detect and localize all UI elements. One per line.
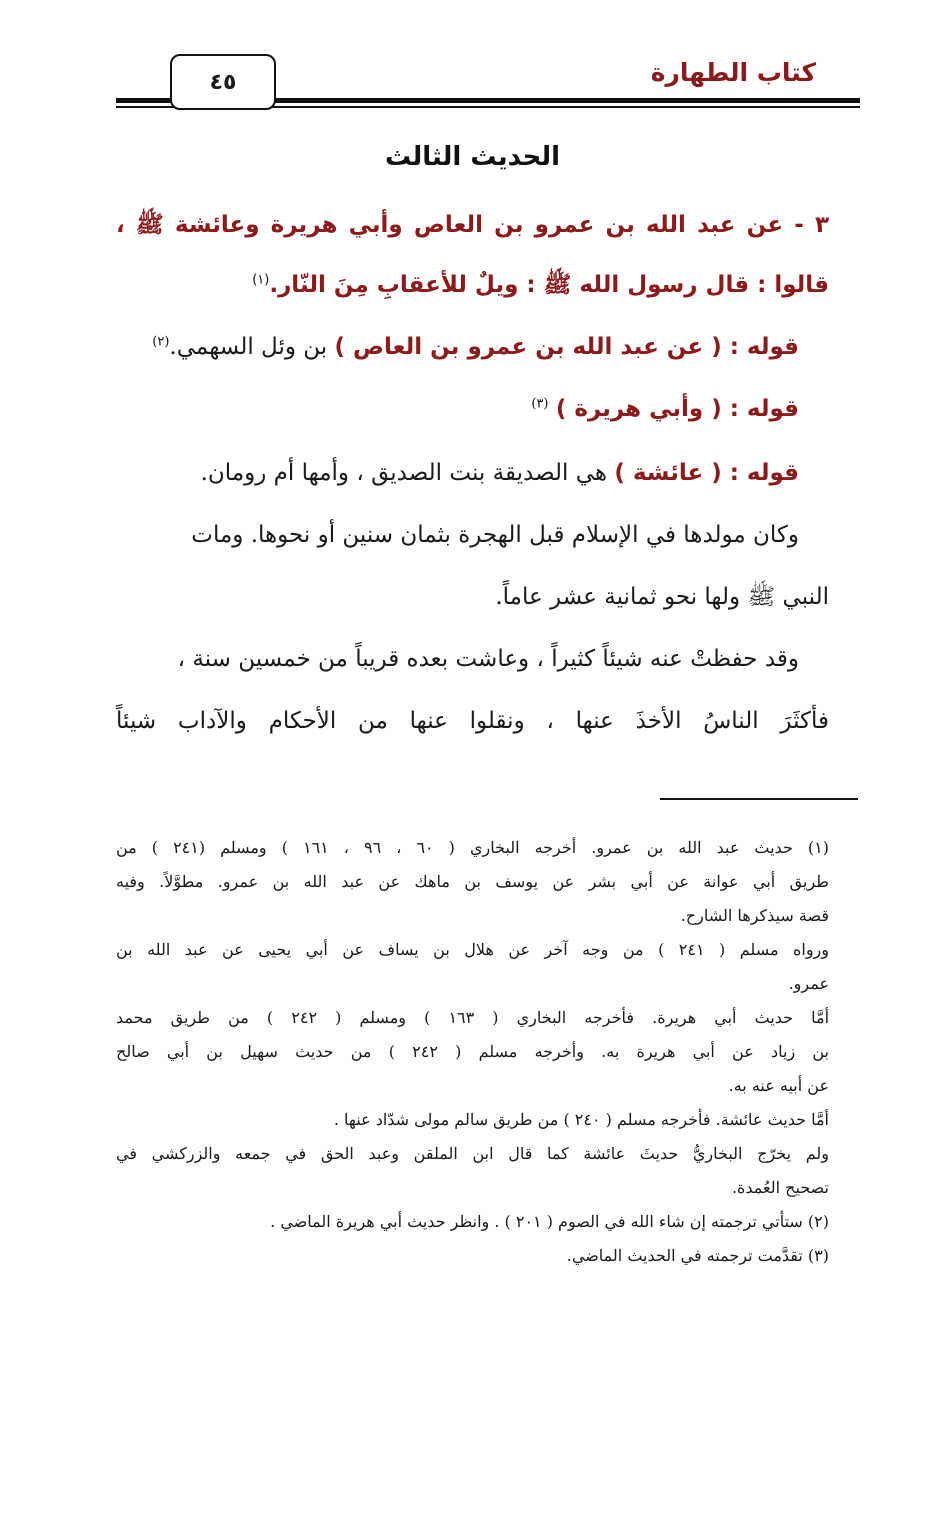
body-text-1: بن وئل السهمي. bbox=[169, 334, 335, 360]
footnote-3: (٣) تقدَّمت ترجمته في الحديث الماضي. bbox=[566, 1246, 829, 1265]
footnote-1-line-9: أمَّا حديث عائشة. فأخرجه مسلم ( ٢٤٠ ) من طريق سالم مولى شدّاد عنها . bbox=[333, 1110, 829, 1129]
body-text-3: هي الصديقة بنت الصديق ، وأمها أم رومان. bbox=[200, 460, 615, 486]
body-line-1 bbox=[152, 334, 799, 362]
footnote-1-line-7: بن زياد عن أبي هريرة به. وأخرجه مسلم ( ٢٤٢ ) من حديث سهيل بن أبي صالح bbox=[116, 1042, 830, 1061]
footnote-1-line-8: عن أبيه عنه به. bbox=[728, 1076, 829, 1095]
footnote-1-line-10: ولم يخرّج البخاريُّ حديثَ عائشة كما قال ابن الملقن وعبد الحق في جمعه والزركشي في bbox=[116, 1144, 829, 1163]
body-line-2 bbox=[531, 396, 799, 424]
lemma-1: قوله : ( عن عبد الله بن عمرو بن العاص ) bbox=[334, 334, 799, 360]
hadith-heading: الحديث الثالث bbox=[384, 142, 561, 172]
page-header bbox=[116, 50, 860, 112]
footnote-1-line-4: ورواه مسلم ( ٢٤١ ) من وجه آخر عن هلال بن يساف عن أبي يحيى عن عبد الله بن bbox=[116, 940, 830, 959]
body-line-6: وقد حفظتْ عنه شيئاً كثيراً ، وعاشت بعده قريباً من خمسين سنة ، bbox=[177, 646, 799, 672]
body-line-3 bbox=[201, 460, 799, 488]
footnote-divider bbox=[660, 798, 858, 800]
hadith-line-1: ٣ - عن عبد الله بن عمرو بن العاص وأبي هريرة وعائشة ﷺ ، bbox=[116, 212, 829, 238]
lemma-2: قوله : ( وأبي هريرة ) bbox=[555, 396, 799, 422]
footnote-1-line-6: أمَّا حديث أبي هريرة. فأخرجه البخاري ( ١٦٣ ) ومسلم ( ٢٤٢ ) من طريق محمد bbox=[116, 1008, 830, 1027]
footnote-1-line-2: طريق أبي عوانة عن أبي بشر عن يوسف بن ماهك عن عبد الله بن عمرو. مطوَّلاً. وفيه bbox=[116, 872, 829, 891]
body-line-5: النبي ﷺ ولها نحو ثمانية عشر عاماً. bbox=[495, 584, 829, 610]
footnote-2: (٢) ستأتي ترجمته إن شاء الله في الصوم ( ٢٠١ ) . وانظر حديث أبي هريرة الماضي . bbox=[270, 1212, 829, 1231]
footnote-ref-2: (٢) bbox=[152, 334, 170, 350]
footnote-1-line-11: تصحيح العُمدة. bbox=[731, 1178, 829, 1197]
footnote-1-line-1: (١) حديث عبد الله بن عمرو. أخرجه البخاري ( ٦٠ ، ٩٦ ، ١٦١ ) ومسلم (٢٤١ ) من bbox=[116, 838, 830, 857]
footnote-1-line-3: قصة سيذكرها الشارح. bbox=[680, 906, 829, 925]
hadith-line-2 bbox=[252, 272, 829, 300]
hadith-text: قالوا : قال رسول الله ﷺ : ويلٌ للأعقابِ مِنَ النّار. bbox=[269, 272, 829, 298]
footnote-ref-3: (٣) bbox=[531, 396, 549, 412]
body-line-4: وكان مولدها في الإسلام قبل الهجرة بثمان سنين أو نحوها. ومات bbox=[191, 522, 799, 548]
footnote-ref-1: (١) bbox=[252, 272, 270, 288]
footnote-1-line-5: عمرو. bbox=[788, 974, 829, 993]
book-title: كتاب الطهارة bbox=[650, 58, 816, 87]
lemma-3: قوله : ( عائشة ) bbox=[614, 460, 799, 486]
page-number: ٤٥ bbox=[170, 54, 276, 110]
body-line-7: فأكثَرَ الناسُ الأخذَ عنها ، ونقلوا عنها من الأحكام والآداب شيئاً bbox=[116, 708, 829, 734]
